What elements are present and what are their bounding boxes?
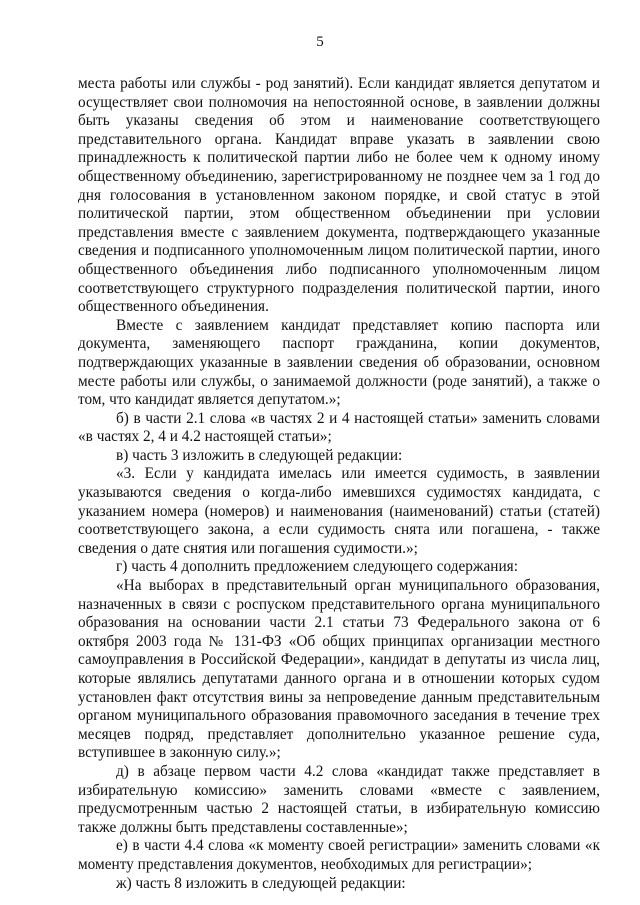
page-number: 5 xyxy=(316,34,324,50)
paragraph-part-3: «3. Если у кандидата имелась или имеется судимость, в заявлении указываются сведения о когда-либо имевшихся судимостях кандидата, с указанием номера (номеров) и наименования (наименований) статьи (статей) соответствующего закона, а если судимость снята или погашена, - также сведения о дате снятия или погашения судимости.»; xyxy=(78,465,600,557)
paragraph-continuation: места работы или службы - род занятий). Если кандидат является депутатом и осуществляет свои полномочия на непостоянной основе, в заявлении должны быть указаны сведения об этом и наименование соответствующего представительного органа. Кандидат вправе указать в заявлении свою принадлежность к политической партии либо не более чем к одному иному общественному объединению, зарегистрированному не позднее чем за 1 год до дня голосования в установленном законом порядке, и свой статус в этой политической партии, этом общественном объединении при условии представления вместе с заявлением документа, подтверждающего указанные сведения и подписанного уполномоченным лицом политической партии, иного общественного объединения либо подписанного уполномоченным лицом соответствующего структурного подразделения политической партии, иного общественного объединения. xyxy=(78,75,600,316)
document-body xyxy=(78,75,600,893)
paragraph-item-b: б) в части 2.1 слова «в частях 2 и 4 настоящей статьи» заменить словами «в частях 2, 4 и 4.2 настоящей статьи»; xyxy=(78,409,600,446)
paragraph-item-e: е) в части 4.4 слова «к моменту своей регистрации» заменить словами «к моменту представления документов, необходимых для регистрации»; xyxy=(78,837,600,873)
paragraph-passport-copy: Вместе с заявлением кандидат представляет копию паспорта или документа, заменяющего паспорт гражданина, копии документов, подтверждающих указанные в заявлении сведения об образовании, основном месте работы или службы, о занимаемой должности (роде занятий), а также о том, что кандидат является депутатом.»; xyxy=(78,316,600,409)
paragraph-item-v: в) часть 3 изложить в следующей редакции: xyxy=(116,446,403,464)
paragraph-item-zh: ж) часть 8 изложить в следующей редакции: xyxy=(116,874,406,892)
paragraph-item-g: г) часть 4 дополнить предложением следующего содержания: xyxy=(116,558,518,576)
paragraph-dissolution-elections: «На выборах в представительный орган муниципального образования, назначенных в связи с роспуском представительного органа муниципального образования на основании части 2.1 статьи 73 Федерального закона от 6 октября 2003 года № 131-ФЗ «Об общих принципах организации местного самоуправления в Российской Федерации», кандидат в депутаты из числа лиц, которые являлись депутатами данного органа и в отношении которых судом установлен факт отсутствия вины за непроведение данным представительным органом муниципального образования правомочного заседания в течение трех месяцев подряд, представляет дополнительно указанное решение суда, вступившее в законную силу.»; xyxy=(78,577,600,762)
paragraph-item-d: д) в абзаце первом части 4.2 слова «кандидат также представляет в избирательную комиссию» заменить словами «вместе с заявлением, предусмотренным частью 2 настоящей статьи, в избирательную комиссию также должны быть представлены составленные»; xyxy=(78,762,600,836)
